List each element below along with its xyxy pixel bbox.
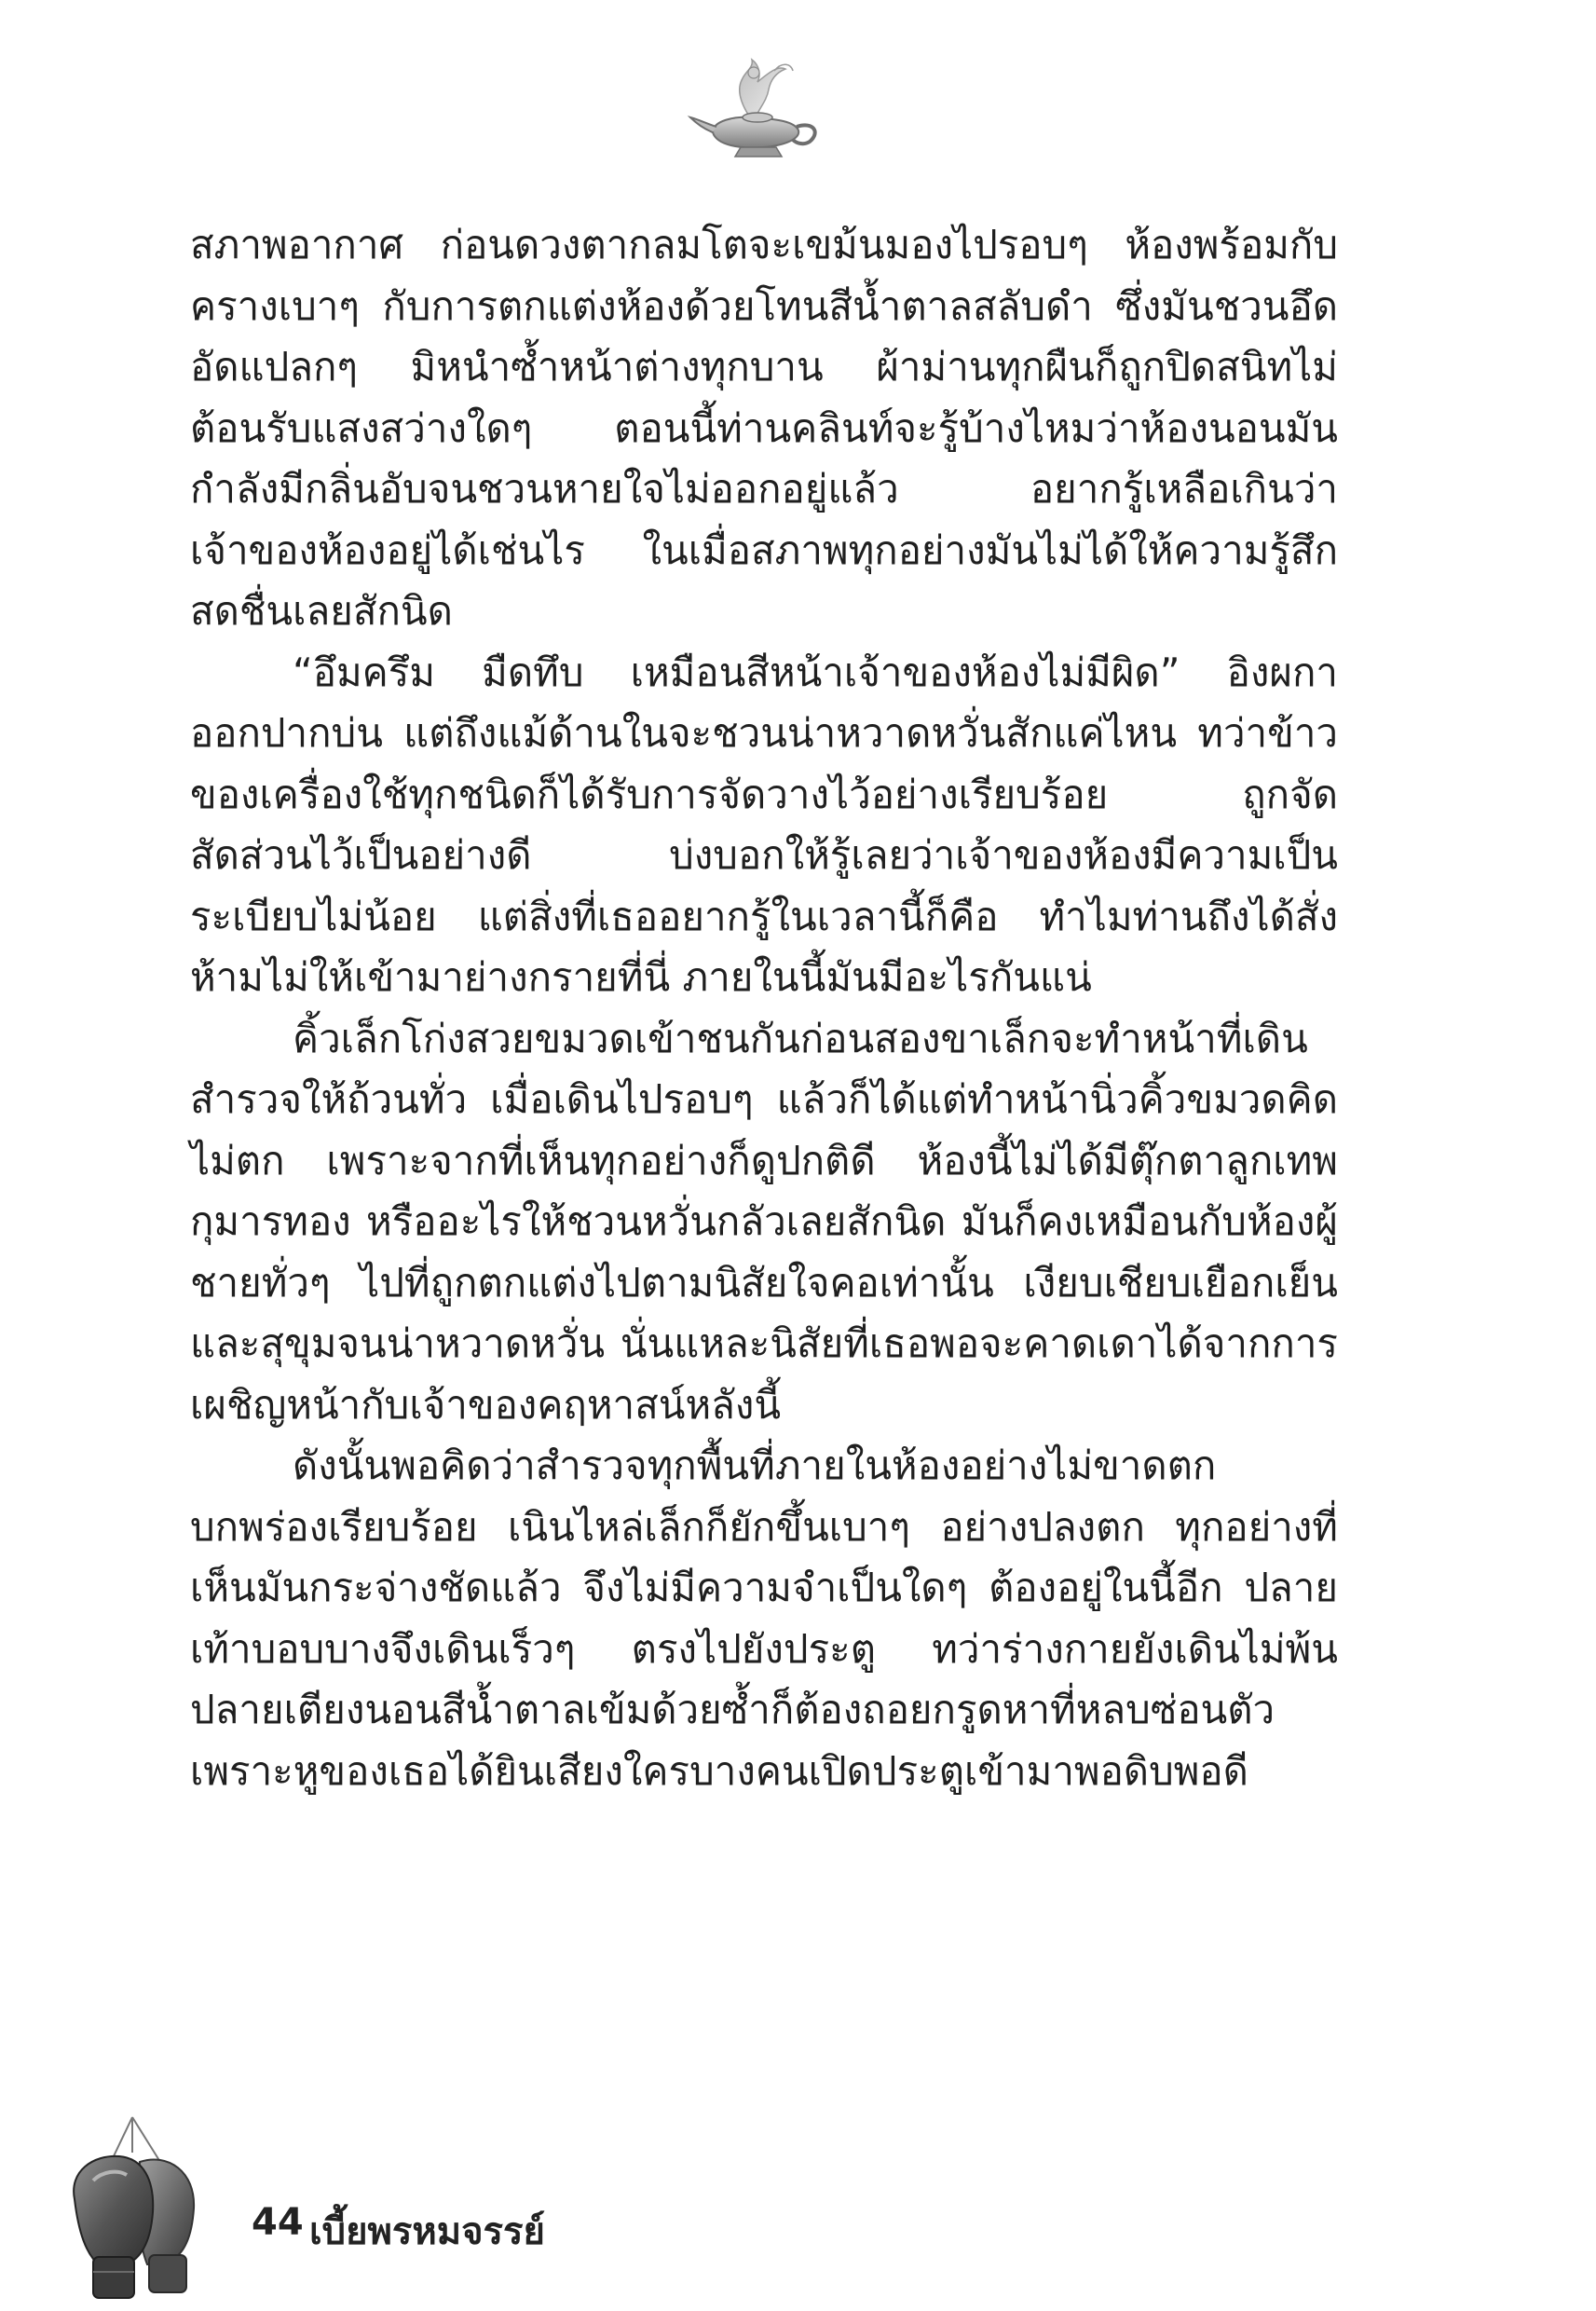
page-footer	[65, 2115, 624, 2302]
book-title: เบี้ยพรหมจรรย์	[309, 2210, 545, 2253]
boxing-gloves-icon	[65, 2115, 224, 2302]
page-number: 44	[252, 2201, 304, 2244]
magic-lamp-genie-icon	[685, 52, 825, 164]
paragraph-1: สภาพอากาศ ก่อนดวงตากลมโตจะเขม้นมองไปรอบๆ ห้องพร้อมกับครางเบาๆ กับการตกแต่งห้องด้วยโทนสีน้ำตาลสลับดำ ซึ่งมันชวนอึดอัดแปลกๆ มิหนำซ้ำหน้าต่างทุกบาน ผ้าม่านทุกผืนก็ถูกปิดสนิทไม่ต้อนรับแสงสว่างใดๆ ตอนนี้ท่านคลินท์จะรู้บ้างไหมว่าห้องนอนมันกำลังมีกลิ่นอับจนชวนหายใจไม่ออกอยู่แล้ว อยากรู้เหลือเกินว่าเจ้าของห้องอยู่ได้เช่นไร ในเมื่อสภาพทุกอย่างมันไม่ได้ให้ความรู้สึกสดชื่นเลยสักนิด	[190, 222, 1338, 634]
paragraph-2: “อึมครึม มืดทึบ เหมือนสีหน้าเจ้าของห้องไม่มีผิด” อิงผกาออกปากบ่น แต่ถึงแม้ด้านในจะชวนน่าหวาดหวั่นสักแค่ไหน ทว่าข้าวของเครื่องใช้ทุกชนิดก็ได้รับการจัดวางไว้อย่างเรียบร้อย ถูกจัดสัดส่วนไว้เป็นอย่างดี บ่งบอกให้รู้เลยว่าเจ้าของห้องมีความเป็นระเบียบไม่น้อย แต่สิ่งที่เธออยากรู้ในเวลานี้ก็คือ ทำไมท่านถึงได้สั่งห้ามไม่ให้เข้ามาย่างกรายที่นี่ ภายในนี้มันมีอะไรกันแน่	[190, 649, 1338, 1000]
chapter-body	[190, 214, 1338, 1801]
paragraph-3: คิ้วเล็กโก่งสวยขมวดเข้าชนกันก่อนสองขาเล็กจะทำหน้าที่เดินสำรวจให้ถ้วนทั่ว เมื่อเดินไปรอบๆ แล้วก็ได้แต่ทำหน้านิ่วคิ้วขมวดคิดไม่ตก เพราะจากที่เห็นทุกอย่างก็ดูปกติดี ห้องนี้ไม่ได้มีตุ๊กตาลูกเทพกุมารทอง หรืออะไรให้ชวนหวั่นกลัวเลยสักนิด มันก็คงเหมือนกับห้องผู้ชายทั่วๆ ไปที่ถูกตกแต่งไปตามนิสัยใจคอเท่านั้น เงียบเชียบเยือกเย็น และสุขุมจนน่าหวาดหวั่น นั่นแหละนิสัยที่เธอพอจะคาดเดาได้จากการเผชิญหน้ากับเจ้าของคฤหาสน์หลังนี้	[190, 1015, 1338, 1428]
paragraph-4: ดังนั้นพอคิดว่าสำรวจทุกพื้นที่ภายในห้องอย่างไม่ขาดตกบกพร่องเรียบร้อย เนินไหล่เล็กก็ยักขึ้นเบาๆ อย่างปลงตก ทุกอย่างที่เห็นมันกระจ่างชัดแล้ว จึงไม่มีความจำเป็นใดๆ ต้องอยู่ในนี้อีก ปลายเท้าบอบบางจึงเดินเร็วๆ ตรงไปยังประตู ทว่าร่างกายยังเดินไม่พ้นปลายเตียงนอนสีน้ำตาลเข้มด้วยซ้ำก็ต้องถอยกรูดหาที่หลบซ่อนตัว เพราะหูของเธอได้ยินเสียงใครบางคนเปิดประตูเข้ามาพอดิบพอดี	[190, 1443, 1338, 1794]
